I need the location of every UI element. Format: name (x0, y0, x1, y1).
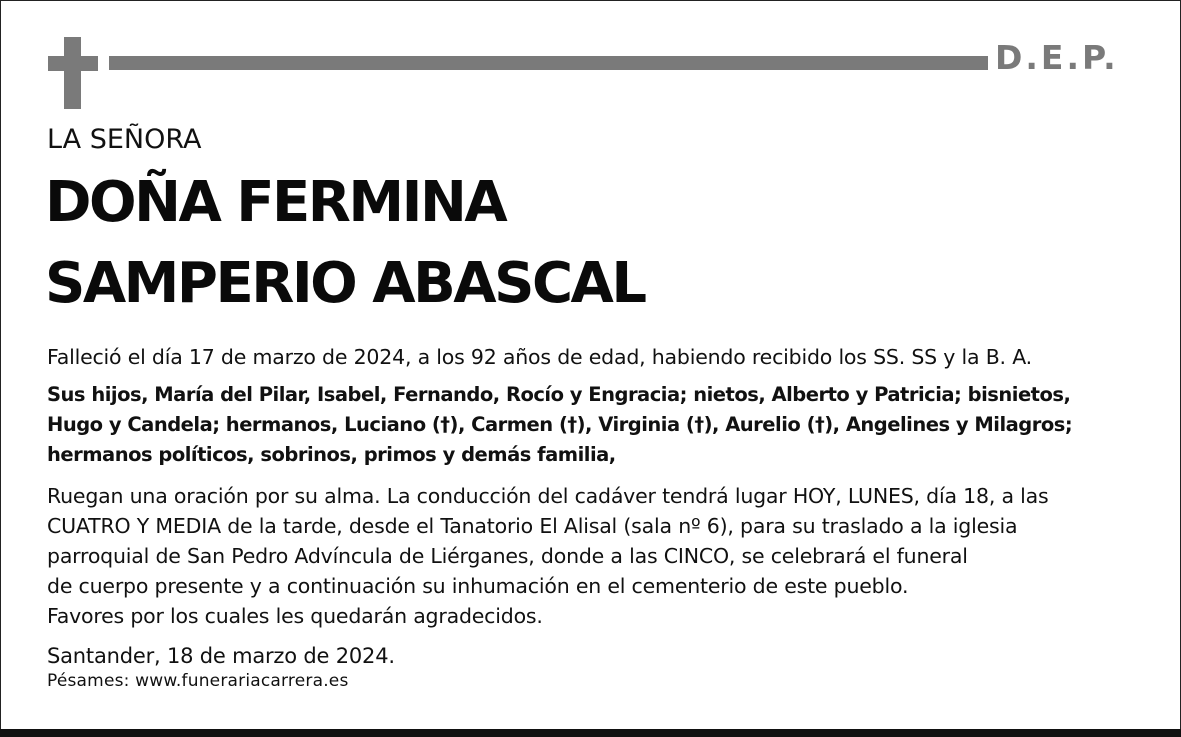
death-notice: Falleció el día 17 de marzo de 2024, a los 92 años de edad, habiendo recibido los SS. SS y la B. A. (47, 345, 1032, 369)
service-line: parroquial de San Pedro Advíncula de Liérganes, donde a las CINCO, se celebrará el funeral (47, 544, 968, 568)
place-date: Santander, 18 de marzo de 2024. (47, 644, 395, 668)
service-line: Ruegan una oración por su alma. La conducción del cadáver tendrá lugar HOY, LUNES, día 18, a las (47, 484, 1049, 508)
family-line: Hugo y Candela; hermanos, Luciano (†), Carmen (†), Virginia (†), Aurelio (†), Angelines y Milagros; (47, 413, 1073, 436)
deceased-name-line-1: DOÑA FERMINA (45, 170, 506, 235)
bottom-rule (0, 729, 1181, 737)
family-line: hermanos políticos, sobrinos, primos y demás familia, (47, 443, 616, 466)
header-divider (109, 56, 988, 70)
family-paragraph (47, 380, 1072, 470)
honorific: LA SEÑORA (47, 124, 202, 155)
deceased-name-line-2: SAMPERIO ABASCAL (45, 251, 645, 316)
service-line: CUATRO Y MEDIA de la tarde, desde el Tanatorio El Alisal (sala nº 6), para su traslado a la iglesia (47, 514, 1018, 538)
service-line: de cuerpo presente y a continuación su inhumación en el cementerio de este pueblo. (47, 574, 909, 598)
condolences-link[interactable]: Pésames: www.funerariacarrera.es (47, 671, 349, 691)
service-line: Favores por los cuales les quedarán agradecidos. (47, 604, 543, 628)
service-details-paragraph (47, 481, 1049, 631)
family-line: Sus hijos, María del Pilar, Isabel, Fernando, Rocío y Engracia; nietos, Alberto y Patricia; bisnietos, (47, 383, 1071, 406)
dep-heading: D.E.P. (995, 38, 1119, 77)
